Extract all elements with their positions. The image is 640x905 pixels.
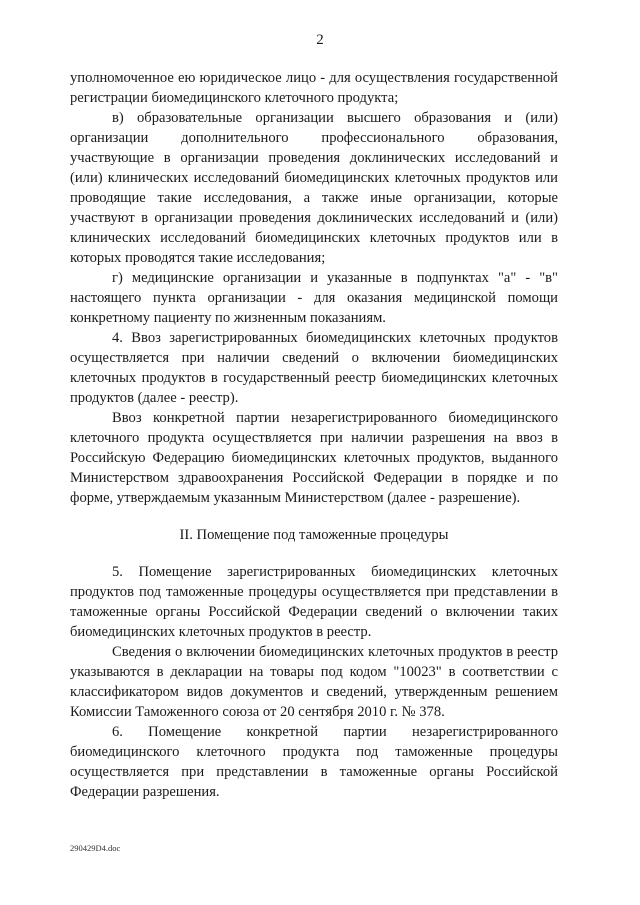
paragraph-item-5: 5. Помещение зарегистрированных биомедицинских клеточных продуктов под таможенные процедуры осуществляется при представлении в таможенные органы Российской Федерации сведений о включении таких биомедицинских клеточных продуктов в реестр. [70,564,558,640]
paragraph-subitem-v: в) образовательные организации высшего образования и (или) организации дополнительного профессионального образования, участвующие в организации проведения доклинических исследований и (или) клинических исследований биомедицинских клеточных продуктов или проводящие такие исследования, а также иные организации, которые участвуют в организации проведения доклинических исследований и (или) клинических исследований биомедицинских клеточных продуктов или в которых проводятся такие исследования; [70,110,558,266]
document-body [70,68,558,802]
paragraph-import-permit: Ввоз конкретной партии незарегистрированного биомедицинского клеточного продукта осуществляется при наличии разрешения на ввоз в Российскую Федерацию биомедицинских клеточных продуктов, выданного Министерством здравоохранения Российской Федерации в порядке и по форме, утверждаемым указанным Министерством (далее - разрешение). [70,410,558,506]
paragraph-item-6: 6. Помещение конкретной партии незарегистрированного биомедицинского клеточного продукта под таможенные процедуры осуществляется при представлении в таможенные органы Российской Федерации разрешения. [70,724,558,800]
section-heading: II. Помещение под таможенные процедуры [179,527,449,543]
file-name-footer: 290429D4.doc [70,843,121,853]
paragraph-registry-info: Сведения о включении биомедицинских клеточных продуктов в реестр указываются в декларации на товары под кодом "10023" в соответствии с классификатором видов документов и сведений, утвержденным решением Комиссии Таможенного союза от 20 сентября 2010 г. № 378. [70,644,558,720]
paragraph-continuation: уполномоченное ею юридическое лицо - для осуществления государственной регистрации биомедицинского клеточного продукта; [70,70,558,106]
page-number: 2 [316,32,324,48]
paragraph-subitem-g: г) медицинские организации и указанные в подпунктах "а" - "в" настоящего пункта организации - для оказания медицинской помощи конкретному пациенту по жизненным показаниям. [70,270,558,326]
paragraph-item-4: 4. Ввоз зарегистрированных биомедицинских клеточных продуктов осуществляется при наличии сведений о включении биомедицинских клеточных продуктов в государственный реестр биомедицинских клеточных продуктов (далее - реестр). [70,330,558,406]
